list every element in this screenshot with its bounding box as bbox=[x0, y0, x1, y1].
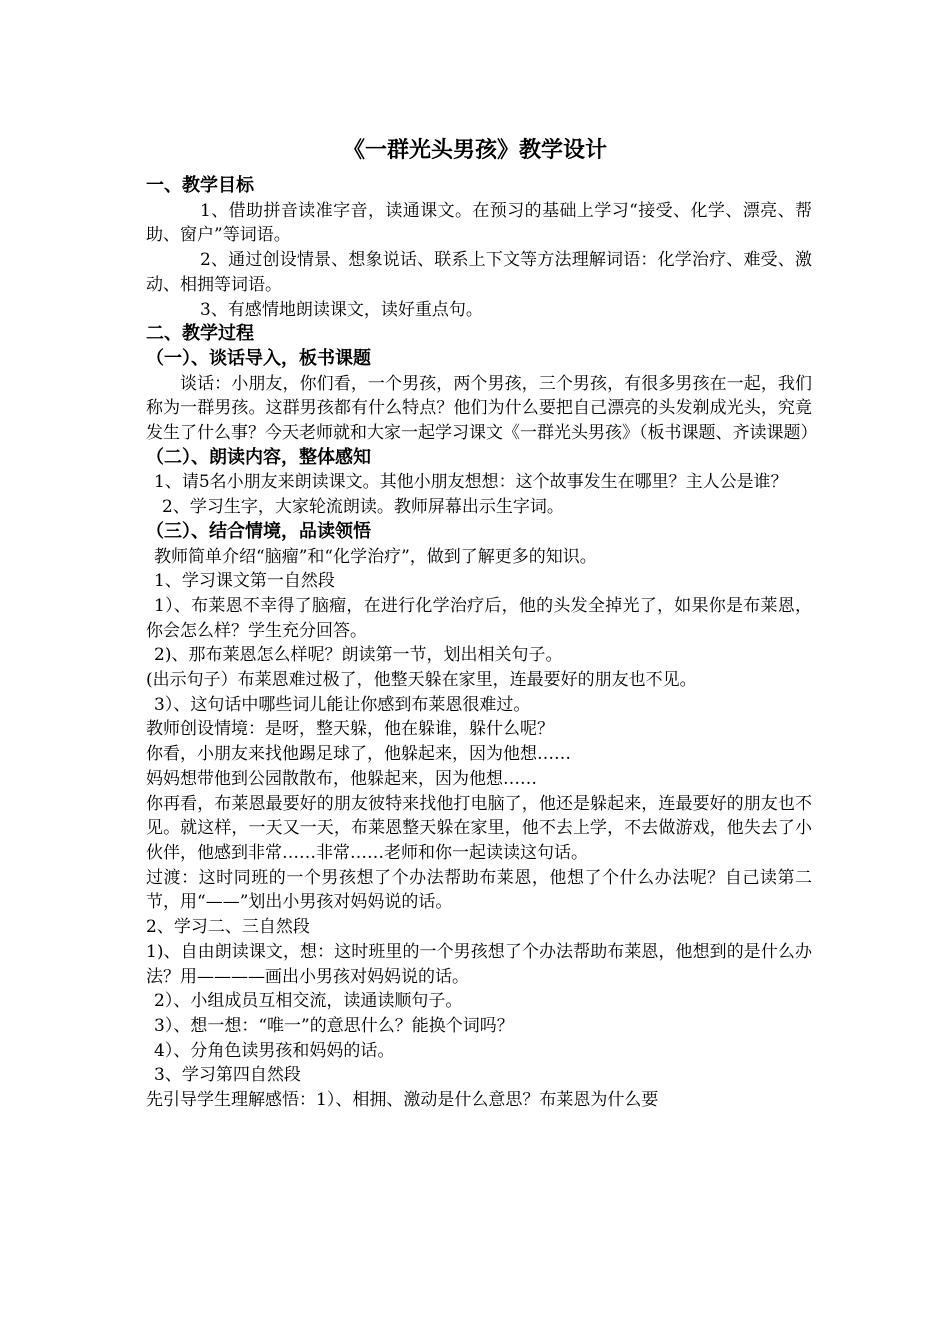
paragraph: 2）、小组成员互相交流，读通读顺句子。 bbox=[154, 991, 463, 1012]
paragraph: 3、学习第四自然段 bbox=[154, 1065, 301, 1086]
section-heading: （二）、朗读内容，整体感知 bbox=[146, 446, 371, 468]
section-heading: 二、教学过程 bbox=[146, 323, 254, 345]
paragraph: 3）、这句话中哪些词儿能让你感到布莱恩很难过。 bbox=[154, 694, 531, 715]
paragraph: 1、请5名小朋友来朗读课文。其他小朋友想想：这个故事发生在哪里？主人公是谁？ bbox=[154, 472, 788, 493]
paragraph: 妈妈想带他到公园散散布，他躲起来，因为他想…… bbox=[146, 768, 537, 789]
paragraph: 先引导学生理解感悟：1）、相拥、激动是什么意思？布莱恩为什么要 bbox=[146, 1090, 659, 1111]
paragraph: 2、通过创设情景、想象说话、联系上下文等方法理解词语：化学治疗、难受、激动、相拥等词语。 bbox=[146, 250, 812, 295]
section-heading: 一、教学目标 bbox=[146, 175, 254, 196]
paragraph: 1、学习课文第一自然段 bbox=[154, 571, 335, 592]
paragraph: 3）、想一想：“唯一”的意思什么？能换个词吗？ bbox=[154, 1015, 514, 1036]
section-heading: （一）、谈话导入，板书课题 bbox=[146, 347, 371, 369]
paragraph: 1)、自由朗读课文，想：这时班里的一个男孩想了个办法帮助布莱恩，他想到的是什么办法？用————画出小男孩对妈妈说的话。 bbox=[146, 941, 812, 987]
paragraph: 你再看，布莱恩最要好的朋友彼特来找他打电脑了，他还是躲起来，连最要好的朋友也不见。就这样，一天又一天，布莱恩整天躲在家里，他不去上学，不去做游戏，他失去了小伙伴，他感到非常……非常……老师和你一起读读这句话。 bbox=[146, 793, 812, 863]
paragraph: 教师简单介绍“脑瘤”和“化学治疗”，做到了解更多的知识。 bbox=[154, 546, 597, 567]
paragraph: (出示句子）布莱恩难过极了，他整天躲在家里，连最要好的朋友也不见。 bbox=[146, 670, 697, 691]
paragraph: 2、学习二、三自然段 bbox=[146, 917, 310, 938]
paragraph: 1、借助拼音读准字音，读通课文。在预习的基础上学习“接受、化学、漂亮、帮助、窗户”等词语。 bbox=[146, 200, 812, 246]
paragraph: 你看，小朋友来找他踢足球了，他躲起来，因为他想…… bbox=[146, 744, 571, 765]
paragraph: 谈话：小朋友，你们看，一个男孩，两个男孩，三个男孩，有很多男孩在一起，我们称为一群男孩。这群男孩都有什么特点？他们为什么要把自己漂亮的头发剃成光头，究竟发生了什么事？今天老师就和大家一起学习课文《一群光头男孩》（板书课题、齐读课题） bbox=[146, 373, 818, 444]
paragraph: 4）、分角色读男孩和妈妈的话。 bbox=[154, 1040, 395, 1061]
document-title: 《一群光头男孩》教学设计 bbox=[342, 137, 607, 163]
paragraph: 1）、布莱恩不幸得了脑瘤，在进行化学治疗后，他的头发全掉光了，如果你是布莱恩，你会怎么样？学生充分回答。 bbox=[146, 595, 812, 641]
paragraph: 教师创设情境：是呀，整天躲，他在躲谁，躲什么呢？ bbox=[146, 719, 554, 740]
paragraph: 过渡：这时同班的一个男孩想了个办法帮助布莱恩，他想了个什么办法呢？自己读第二节，用“——”划出小男孩对妈妈说的话。 bbox=[146, 867, 812, 913]
document-body bbox=[146, 174, 818, 1113]
paragraph: 2、学习生字，大家轮流朗读。教师屏幕出示生字词。 bbox=[162, 497, 564, 518]
paragraph: 2)、那布莱恩怎么样呢？朗读第一节，划出相关句子。 bbox=[154, 645, 563, 666]
paragraph: 3、有感情地朗读课文，读好重点句。 bbox=[200, 299, 483, 320]
section-heading: （三）、结合情境，品读领悟 bbox=[146, 520, 371, 542]
